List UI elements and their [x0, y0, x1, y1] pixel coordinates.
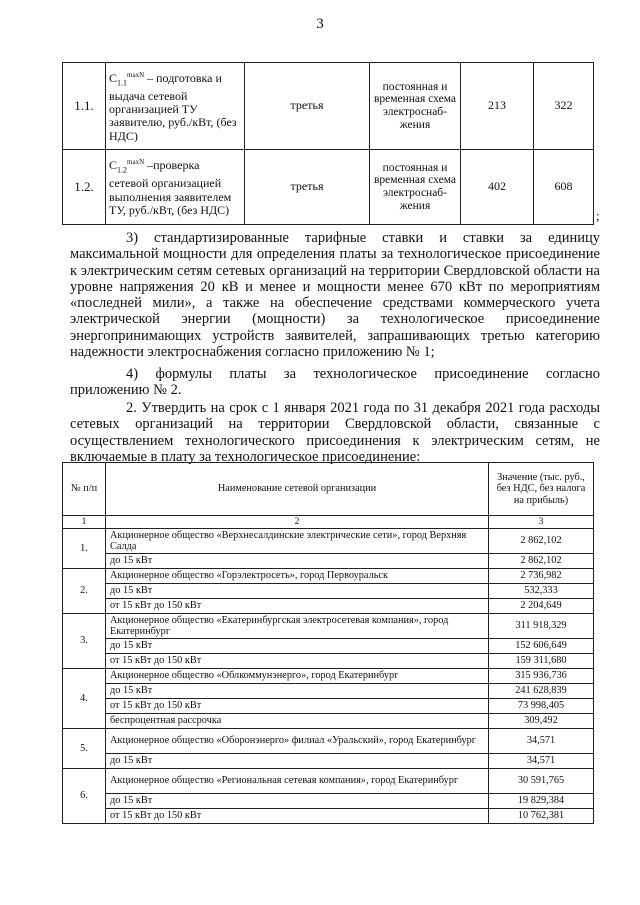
- rate-subscript: 1.2: [117, 165, 128, 175]
- power-scheme: постоянная и временная схема электроснаб-жения: [370, 63, 461, 150]
- power-range: от 15 кВт до 150 кВт: [106, 654, 489, 669]
- power-range: до 15 кВт: [106, 684, 489, 699]
- table-row: [63, 809, 594, 824]
- table-trailing-punctuation: ;: [596, 208, 600, 223]
- rate-superscript: maxN: [127, 158, 145, 167]
- tariff-rates-table: [62, 62, 594, 225]
- power-scheme: постоянная и временная схема электроснаб-жения: [370, 150, 461, 225]
- table-header-row: [63, 463, 594, 516]
- power-range: до 15 кВт: [106, 554, 489, 569]
- organization-name: Акционерное общество «Верхнесалдинские электрические сети», город Верхняя Салда: [106, 529, 489, 554]
- cost-value: 34,571: [489, 729, 594, 754]
- group-number: 6.: [63, 769, 106, 824]
- network-costs-table: [62, 462, 594, 824]
- rate-symbol: C: [109, 70, 118, 85]
- rate-value-1: 402: [461, 150, 534, 225]
- cost-value: 309,492: [489, 714, 594, 729]
- power-range: до 15 кВт: [106, 794, 489, 809]
- organization-name: Акционерное общество «Региональная сетевая компания», город Екатеринбург: [106, 769, 489, 794]
- table-row: [63, 654, 594, 669]
- power-range: от 15 кВт до 150 кВт: [106, 809, 489, 824]
- table-row: [63, 669, 594, 684]
- cost-value: 34,571: [489, 754, 594, 769]
- table-row: [63, 754, 594, 769]
- organization-name: Акционерное общество «Облкоммунэнерго», город Екатеринбург: [106, 669, 489, 684]
- cost-value: 2 736,982: [489, 569, 594, 584]
- rate-symbol: C: [109, 158, 118, 173]
- power-range: до 15 кВт: [106, 754, 489, 769]
- power-range: от 15 кВт до 150 кВт: [106, 599, 489, 614]
- cost-value: 2 862,102: [489, 529, 594, 554]
- table-row: [63, 529, 594, 554]
- cost-value: 159 311,680: [489, 654, 594, 669]
- cost-value: 10 762,381: [489, 809, 594, 824]
- row-number: 1.1.: [63, 63, 106, 150]
- cost-value: 532,333: [489, 584, 594, 599]
- table-row: [63, 614, 594, 639]
- header-organization: Наименование сетевой организации: [106, 463, 489, 516]
- rate-name: –проверка сетевой организацией выполнения заявителем ТУ, руб./кВт, (без НДС): [109, 158, 232, 218]
- rate-name: – подготовка и выдача сетевой организацией ТУ заявителю, руб./кВт, (без НДС): [109, 70, 237, 143]
- power-range: до 15 кВт: [106, 639, 489, 654]
- organization-name: Акционерное общество «Екатеринбургская электросетевая компания», город Екатеринбург: [106, 614, 489, 639]
- power-range: от 15 кВт до 150 кВт: [106, 699, 489, 714]
- table-row: [63, 584, 594, 599]
- organization-name: Акционерное общество «Оборонэнерго» филиал «Уральский», город Екатеринбург: [106, 729, 489, 754]
- group-number: 3.: [63, 614, 106, 669]
- group-number: 1.: [63, 529, 106, 569]
- power-range: до 15 кВт: [106, 584, 489, 599]
- column-index: 2: [106, 516, 489, 529]
- rate-value-2: 322: [534, 63, 594, 150]
- reliability-category: третья: [245, 150, 370, 225]
- table-row: [63, 63, 594, 150]
- rate-value-2: 608: [534, 150, 594, 225]
- table-row: [63, 599, 594, 614]
- column-index: 3: [489, 516, 594, 529]
- table-row: [63, 569, 594, 584]
- rate-description: [106, 150, 245, 225]
- group-number: 4.: [63, 669, 106, 729]
- paragraph-item-4: 4) формулы платы за технологическое присоединение согласно приложению № 2.: [70, 366, 600, 399]
- cost-value: 30 591,765: [489, 769, 594, 794]
- cost-value: 2 862,102: [489, 554, 594, 569]
- rate-value-1: 213: [461, 63, 534, 150]
- paragraph-item-3: 3) стандартизированные тарифные ставки и ставки за единицу максимальной мощности для определения платы за технологическое присоединение к электрическим сетям сетевых организаций на территории Свердловской области на уровне напряжения 20 кВ и менее и мощности менее 670 кВт по мероприятиям «последней мили», а также на обеспечение средствами коммерческого учета электрической энергии (мощности) за технологическое присоединение энергопринимающих устройств заявителей, запрашивающих третью категорию надежности электроснабжения согласно приложению № 1;: [70, 230, 600, 361]
- installment-label: беспроцентная рассрочка: [106, 714, 489, 729]
- row-number: 1.2.: [63, 150, 106, 225]
- cost-value: 311 918,329: [489, 614, 594, 639]
- column-index-row: [63, 516, 594, 529]
- table-row: [63, 554, 594, 569]
- page-number: 3: [316, 16, 324, 32]
- cost-value: 2 204,649: [489, 599, 594, 614]
- table-row: [63, 639, 594, 654]
- rate-superscript: maxN: [127, 70, 145, 79]
- group-number: 5.: [63, 729, 106, 769]
- group-number: 2.: [63, 569, 106, 614]
- table-row: [63, 684, 594, 699]
- table-row: [63, 769, 594, 794]
- header-value: Значение (тыс. руб., без НДС, без налога на прибыль): [489, 463, 594, 516]
- table-row: [63, 794, 594, 809]
- cost-value: 19 829,384: [489, 794, 594, 809]
- paragraph-item-2: 2. Утвердить на срок с 1 января 2021 года по 31 декабря 2021 года расходы сетевых организаций на территории Свердловской области, связанные с осуществлением технологического присоединения к электрическим сетям, не включаемые в плату за технологическое присоединение:: [70, 400, 600, 465]
- table-row: [63, 714, 594, 729]
- reliability-category: третья: [245, 63, 370, 150]
- table-row: [63, 699, 594, 714]
- organization-name: Акционерное общество «Горэлектросеть», город Первоуральск: [106, 569, 489, 584]
- rate-subscript: 1.1: [117, 78, 128, 88]
- column-index: 1: [63, 516, 106, 529]
- rate-description: [106, 63, 245, 150]
- cost-value: 152 606,649: [489, 639, 594, 654]
- header-number: № п/п: [63, 463, 106, 516]
- cost-value: 315 936,736: [489, 669, 594, 684]
- cost-value: 241 628,839: [489, 684, 594, 699]
- table-row: [63, 150, 594, 225]
- table-row: [63, 729, 594, 754]
- cost-value: 73 998,405: [489, 699, 594, 714]
